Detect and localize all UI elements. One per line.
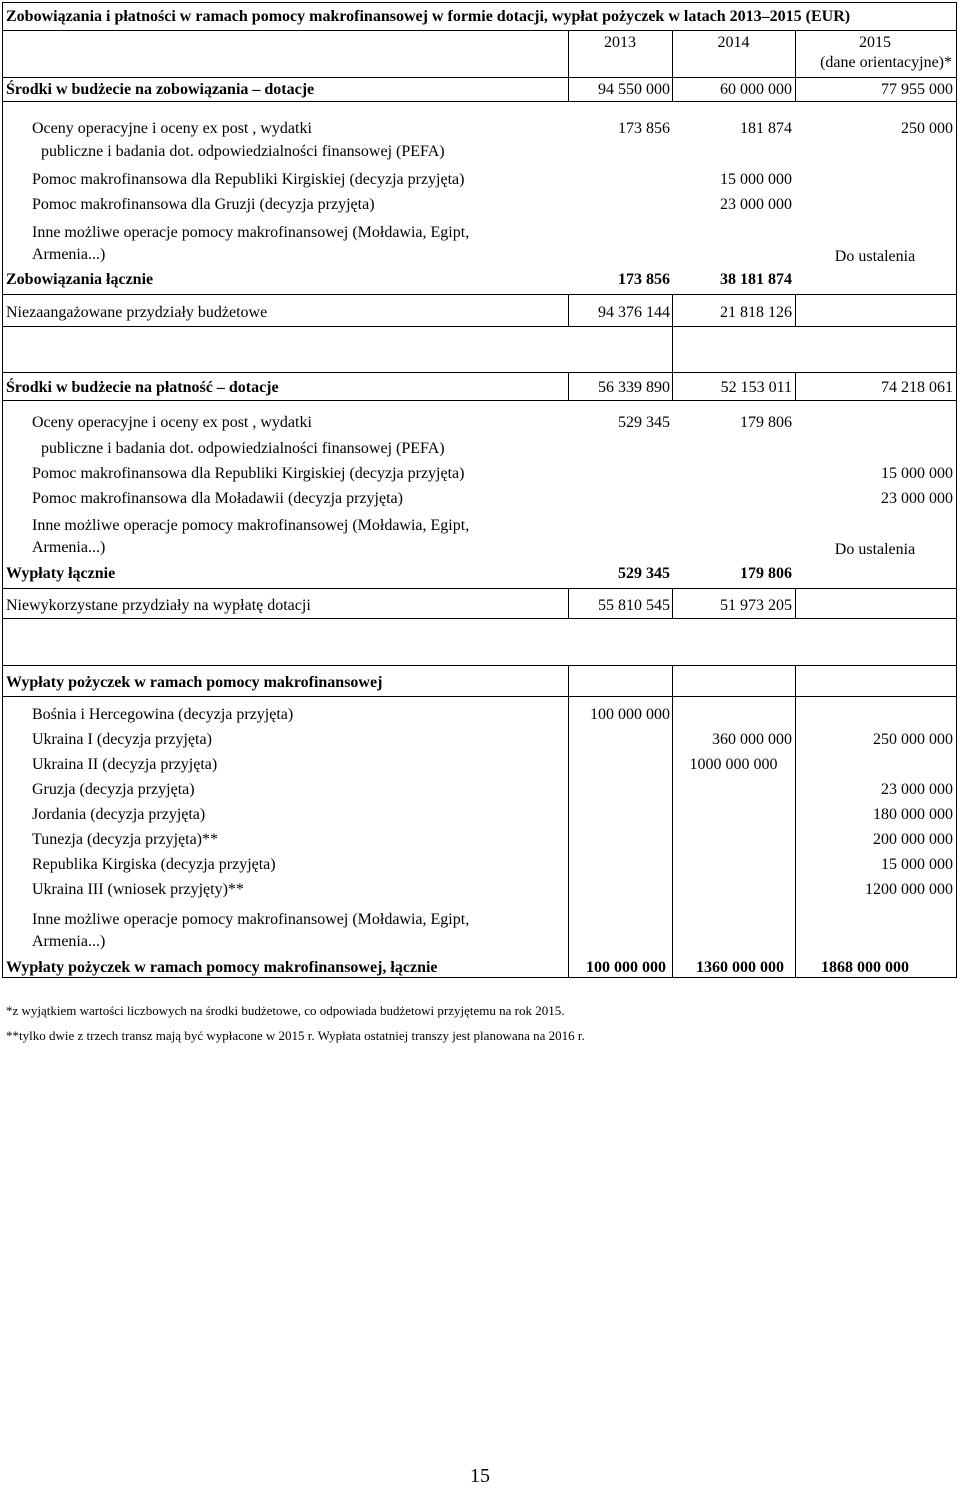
s1-row-kyrgyz: Pomoc makrofinansowa dla Republiki Kirgiskiej (decyzja przyjęta) (32, 171, 465, 188)
s1-other-2015: Do ustalenia (834, 248, 916, 265)
s2-row-kyrgyz: Pomoc makrofinansowa dla Republiki Kirgiskiej (decyzja przyjęta) (32, 465, 465, 482)
s2-evaluations-2014: 179 806 (740, 414, 792, 431)
s2-row-moldova: Pomoc makrofinansowa dla Moładawii (decyzja przyjęta) (32, 490, 403, 507)
s1-title: Środki w budżecie na zobowiązania – dotacje (6, 81, 315, 98)
s3-ukraine-2-2014: 1000 000 000 (689, 756, 778, 773)
s3-tunisia-2015: 200 000 000 (873, 831, 953, 848)
s3-row-ukraine-3: Ukraina III (wniosek przyjęty)** (32, 881, 244, 898)
s2-row-evaluations-line1: Oceny operacyjne i oceny ex post , wydatki (32, 414, 312, 431)
col-divider (672, 666, 673, 978)
s2-total-2013: 529 345 (618, 565, 670, 582)
s2-row-evaluations-line2: publiczne i badania dot. odpowiedzialności finansowej (PEFA) (41, 440, 445, 457)
s2-unused-label: Niewykorzystane przydziały na wypłatę dotacji (6, 597, 311, 614)
col-divider (672, 373, 673, 401)
s1-unused-2014: 21 818 126 (720, 304, 792, 321)
row-divider (2, 665, 957, 666)
s1-value-2013: 94 550 000 (598, 81, 670, 98)
row-divider (2, 294, 957, 295)
row-divider (2, 696, 957, 697)
row-divider (2, 372, 957, 373)
s1-total-label: Zobowiązania łącznie (6, 271, 154, 288)
s2-moldova-2015: 23 000 000 (881, 490, 953, 507)
s3-row-jordan: Jordania (decyzja przyjęta) (32, 806, 206, 823)
s2-value-2013: 56 339 890 (598, 379, 670, 396)
s2-total-2014: 179 806 (740, 565, 792, 582)
s2-row-other-line2: Armenia...) (32, 539, 106, 556)
s3-ukraine-1-2014: 360 000 000 (712, 731, 792, 748)
col-divider (672, 78, 673, 102)
s1-row-other-line1: Inne możliwe operacje pomocy makrofinansowej (Mołdawia, Egipt, (32, 224, 470, 241)
col-divider (672, 327, 673, 373)
header-2015: 2015 (859, 34, 891, 51)
s2-other-2015: Do ustalenia (834, 541, 916, 558)
s3-jordan-2015: 180 000 000 (873, 806, 953, 823)
s3-total-2013: 100 000 000 (586, 959, 666, 976)
s1-kyrgyz-2014: 15 000 000 (720, 171, 792, 188)
s3-row-tunisia: Tunezja (decyzja przyjęta)** (32, 831, 218, 848)
s1-evaluations-2015: 250 000 (901, 120, 953, 137)
s3-ukraine-1-2015: 250 000 000 (873, 731, 953, 748)
header-2013: 2013 (604, 34, 636, 51)
s1-row-evaluations-line1: Oceny operacyjne i oceny ex post , wydatki (32, 120, 312, 137)
col-divider (568, 78, 569, 102)
col-divider (795, 373, 796, 401)
col-divider (672, 589, 673, 619)
title-divider (2, 30, 957, 31)
s3-bosnia-2013: 100 000 000 (590, 706, 670, 723)
s2-unused-2013: 55 810 545 (598, 597, 670, 614)
footnote-2: **tylko dwie z trzech transz mają być wypłacone w 2015 r. Wypłata ostatniej transzy jest planowana na 2016 r. (6, 1028, 585, 1043)
s2-title: Środki w budżecie na płatność – dotacje (6, 379, 279, 396)
s3-georgia-2015: 23 000 000 (881, 781, 953, 798)
s1-georgia-2014: 23 000 000 (720, 196, 792, 213)
s1-total-2013: 173 856 (618, 271, 670, 288)
s1-evaluations-2014: 181 874 (740, 120, 792, 137)
col-divider (568, 589, 569, 619)
col-divider (795, 78, 796, 102)
col-divider (568, 295, 569, 327)
header-divider (2, 77, 957, 78)
row-divider (2, 618, 957, 619)
s2-kyrgyz-2015: 15 000 000 (881, 465, 953, 482)
row-divider (2, 588, 957, 589)
header-2015-note: (dane orientacyjne)* (820, 54, 952, 71)
s3-ukraine-3-2015: 1200 000 000 (865, 881, 953, 898)
row-divider (2, 326, 957, 327)
s1-row-evaluations-line2: publiczne i badania dot. odpowiedzialności finansowej (PEFA) (41, 143, 445, 160)
s1-total-2014: 38 181 874 (720, 271, 792, 288)
col-divider (795, 589, 796, 619)
s3-row-kyrgyz: Republika Kirgiska (decyzja przyjęta) (32, 856, 276, 873)
s3-kyrgyz-2015: 15 000 000 (881, 856, 953, 873)
s3-total-2015: 1868 000 000 (821, 959, 909, 976)
s1-evaluations-2013: 173 856 (618, 120, 670, 137)
header-2014: 2014 (717, 34, 750, 51)
s3-row-ukraine-1: Ukraina I (decyzja przyjęta) (32, 731, 212, 748)
s2-row-other-line1: Inne możliwe operacje pomocy makrofinansowej (Mołdawia, Egipt, (32, 517, 470, 534)
s1-value-2015: 77 955 000 (881, 81, 953, 98)
s2-total-label: Wypłaty łącznie (6, 565, 116, 582)
col-divider (568, 373, 569, 401)
s3-row-bosnia: Bośnia i Hercegowina (decyzja przyjęta) (32, 706, 294, 723)
page-number: 15 (470, 1465, 490, 1487)
s3-row-georgia: Gruzja (decyzja przyjęta) (32, 781, 195, 798)
col-divider (672, 295, 673, 327)
row-divider (2, 400, 957, 401)
s2-value-2015: 74 218 061 (881, 379, 953, 396)
s2-value-2014: 52 153 011 (720, 379, 792, 396)
footnote-1: *z wyjątkiem wartości liczbowych na środki budżetowe, co odpowiada budżetowi przyjętemu na rok 2015. (6, 1003, 565, 1018)
s2-evaluations-2013: 529 345 (618, 414, 670, 431)
s3-row-other-line2: Armenia...) (32, 933, 106, 950)
s1-value-2014: 60 000 000 (720, 81, 792, 98)
table-title: Zobowiązania i płatności w ramach pomocy makrofinansowej w formie dotacji, wypłat pożyczek w latach 2013–2015 (EUR) (6, 8, 851, 25)
s2-unused-2014: 51 973 205 (720, 597, 792, 614)
col-divider (795, 295, 796, 327)
s3-total-2014: 1360 000 000 (696, 959, 784, 976)
s3-row-other-line1: Inne możliwe operacje pomocy makrofinansowej (Mołdawia, Egipt, (32, 911, 470, 928)
s1-row-other-line2: Armenia...) (32, 246, 106, 263)
s3-row-ukraine-2: Ukraina II (decyzja przyjęta) (32, 756, 218, 773)
s3-title: Wypłaty pożyczek w ramach pomocy makrofinansowej (6, 674, 383, 691)
s3-total-label: Wypłaty pożyczek w ramach pomocy makrofinansowej, łącznie (6, 959, 438, 976)
s1-unused-2013: 94 376 144 (598, 304, 670, 321)
s1-row-georgia: Pomoc makrofinansowa dla Gruzji (decyzja przyjęta) (32, 196, 375, 213)
s1-unused-label: Niezaangażowane przydziały budżetowe (6, 304, 268, 321)
row-divider (2, 101, 957, 102)
